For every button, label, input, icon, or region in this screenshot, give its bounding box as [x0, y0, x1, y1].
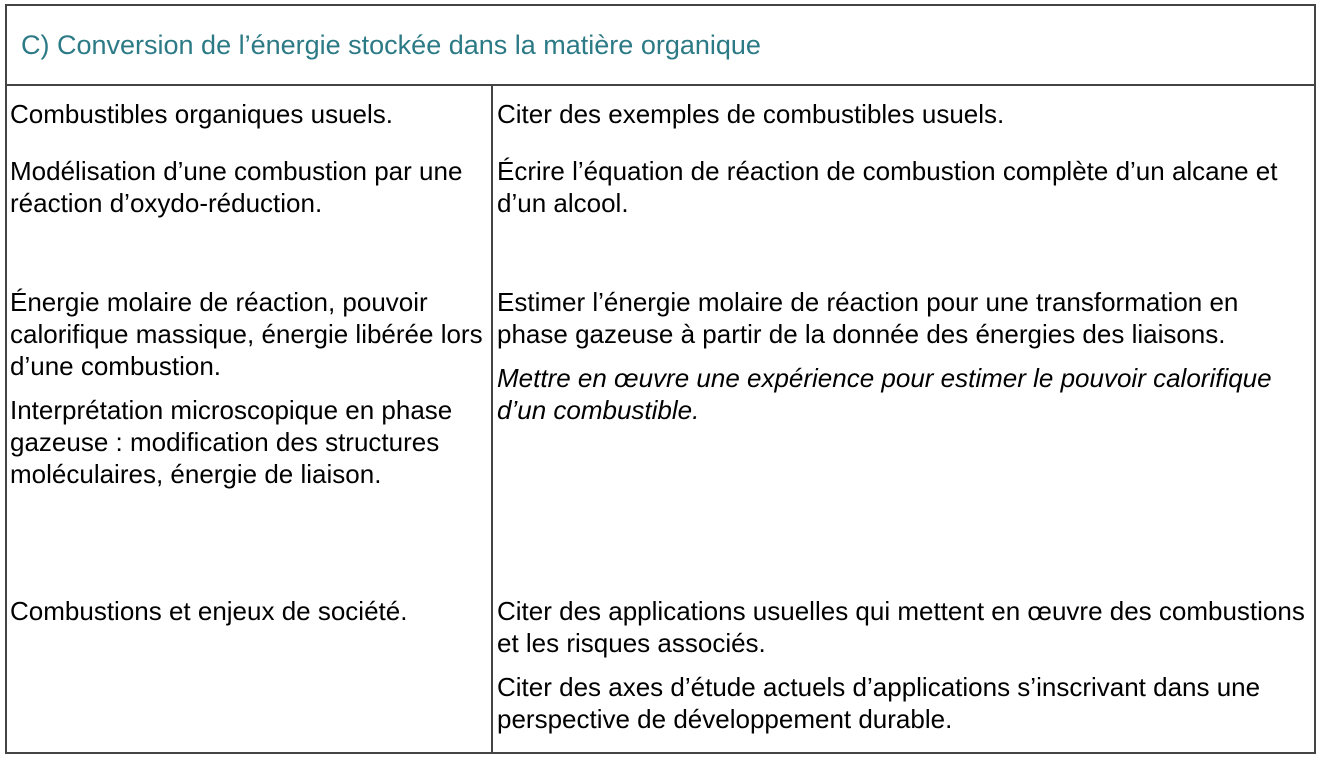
row-3-notion-cell: [10, 286, 488, 490]
row-4-capacity-2: Citer des axes d’étude actuels d’applications s’inscrivant dans une perspective de développement durable.: [497, 672, 1261, 734]
row-1-capacity-cell: [497, 98, 1315, 130]
row-1-capacity: Citer des exemples de combustibles usuels.: [497, 99, 1005, 129]
row-2-notion: Modélisation d’une combustion par une réaction d’oxydo-réduction.: [10, 156, 463, 218]
row-3-capacity-1: Estimer l’énergie molaire de réaction pour une transformation en phase gazeuse à partir de la donnée des énergies des liaisons.: [497, 287, 1239, 349]
column-divider: [491, 86, 493, 752]
row-4-capacity-cell: [497, 595, 1315, 735]
row-3-capacity-cell: [497, 286, 1315, 426]
row-2-notion-cell: [10, 155, 488, 219]
row-2-capacity: Écrire l’équation de réaction de combustion complète d’un alcane et d’un alcool.: [497, 156, 1278, 218]
curriculum-table: [5, 4, 1316, 754]
row-1-notion: Combustibles organiques usuels.: [10, 99, 393, 129]
table-body: [7, 86, 1314, 752]
section-title: C) Conversion de l’énergie stockée dans la matière organique: [21, 29, 761, 60]
section-title-row: [7, 6, 1314, 86]
row-3-capacity-2: Mettre en œuvre une expérience pour estimer le pouvoir calorifique d’un combustible.: [497, 363, 1272, 425]
row-4-capacity-1: Citer des applications usuelles qui mettent en œuvre des combustions et les risques associés.: [497, 596, 1305, 658]
row-4-notion: Combustions et enjeux de société.: [10, 596, 408, 626]
row-3-notion-2: Interprétation microscopique en phase gazeuse : modification des structures moléculaires, énergie de liaison.: [10, 395, 453, 489]
row-2-capacity-cell: [497, 155, 1315, 219]
row-3-notion-1: Énergie molaire de réaction, pouvoir calorifique massique, énergie libérée lors d’une combustion.: [10, 287, 483, 381]
row-4-notion-cell: [10, 595, 488, 627]
row-1-notion-cell: [10, 98, 488, 130]
